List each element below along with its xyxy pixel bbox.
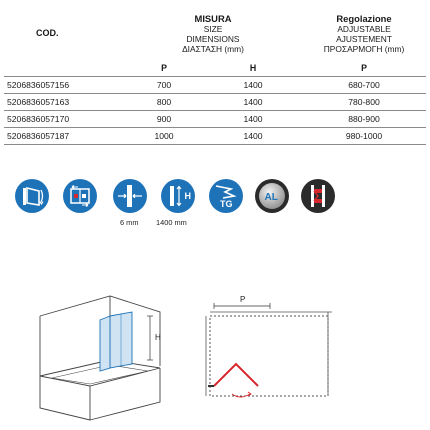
technical-drawings <box>0 268 430 428</box>
tg-icon-label: TG <box>220 199 233 209</box>
table-row <box>4 77 426 94</box>
height-icon-letter: H <box>184 191 191 201</box>
adjust-title-gr: ΠΡΟΣΑΡΜΟΓΗ (mm) <box>323 43 405 54</box>
adj-subheader: P <box>302 60 426 77</box>
adjust-title-fr: AJUSTEMENT <box>336 33 392 44</box>
reversible-mounting-icon <box>62 178 98 214</box>
measure-title-en: SIZE <box>203 23 223 34</box>
spec-table <box>4 6 426 145</box>
height-dimension <box>147 316 161 360</box>
height-dimension-label: H <box>155 333 161 342</box>
code-cell: 5206836057187 <box>4 128 124 145</box>
adj-cell: 780-800 <box>302 94 426 111</box>
thickness-caption: 6 mm <box>120 218 139 227</box>
measure-title-gr: ΔΙΑΣΤΑΣΗ (mm) <box>182 43 244 54</box>
adjust-title-en: ADJUSTABLE <box>337 23 391 34</box>
measure-header <box>124 6 302 60</box>
adj-cell: 680-700 <box>302 77 426 94</box>
code-cell: 5206836057170 <box>4 111 124 128</box>
al-icon-label: AL <box>264 192 278 203</box>
table-subheader-row <box>4 60 426 77</box>
shower-screen-panel <box>100 312 132 371</box>
panel-height-icon <box>160 178 196 214</box>
p-cell: 1000 <box>124 128 204 145</box>
adj-cell: 880-900 <box>302 111 426 128</box>
p-subheader: P <box>124 60 204 77</box>
code-cell: 5206836057163 <box>4 94 124 111</box>
h-cell: 1400 <box>204 128 302 145</box>
feature-icons <box>14 178 430 228</box>
h-subheader: H <box>204 60 302 77</box>
table-header-row <box>4 6 426 60</box>
adjust-header <box>302 6 426 60</box>
profile-section-icon <box>300 178 336 214</box>
table-row <box>4 94 426 111</box>
p-cell: 900 <box>124 111 204 128</box>
plan-width-label: P <box>240 295 246 304</box>
measure-title: MISURA <box>194 12 232 24</box>
p-cell: 800 <box>124 94 204 111</box>
height-caption: 1400 mm <box>156 218 187 227</box>
code-header: COD. <box>36 28 59 38</box>
adj-cell: 980-1000 <box>302 128 426 145</box>
code-cell: 5206836057156 <box>4 77 124 94</box>
measure-title-fr: DIMENSIONS <box>186 33 240 44</box>
table-row <box>4 111 426 128</box>
adjust-title: Regolazione <box>336 12 392 24</box>
h-cell: 1400 <box>204 77 302 94</box>
table-row <box>4 128 426 145</box>
tempered-glass-icon <box>208 178 244 214</box>
aluminium-icon <box>254 178 290 214</box>
code-subheader <box>4 60 124 77</box>
glass-thickness-icon <box>112 178 148 214</box>
plan-view <box>206 295 332 397</box>
h-cell: 1400 <box>204 94 302 111</box>
folding-panel-icon <box>14 178 50 214</box>
p-cell: 700 <box>124 77 204 94</box>
h-cell: 1400 <box>204 111 302 128</box>
